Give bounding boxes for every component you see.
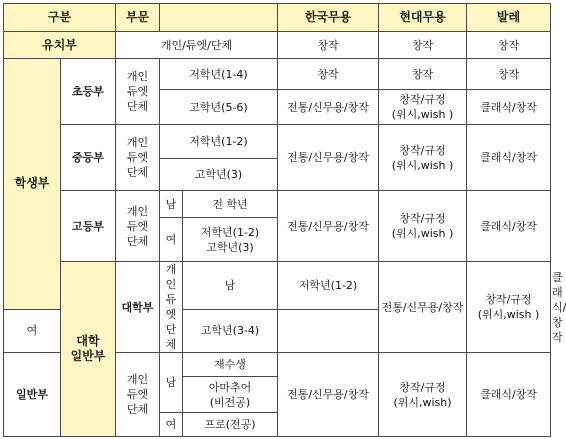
general-modern: 창작/규정 (위시,wish) — [379, 353, 467, 437]
level-general: 일반부 — [4, 353, 61, 437]
middle-upper-grade: 고학년(3) — [160, 159, 278, 191]
header-category: 구분 — [4, 4, 116, 32]
university-modern: 창작/규정 (위시,wish ) — [467, 262, 551, 353]
level-middle: 중등부 — [61, 125, 116, 191]
high-female-label: 여 — [160, 218, 183, 262]
high-female-grade: 저학년(1-2) 고학년(3) — [183, 218, 278, 262]
general-division: 개인 듀엣 단체 — [116, 353, 160, 437]
general-korean: 전통/신무용/창작 — [278, 353, 379, 437]
elementary-upper-grade: 고학년(5-6) — [160, 90, 278, 125]
elementary-upper-korean: 전통/신무용/창작 — [278, 90, 379, 125]
general-amateur: 아마추어 (비전공) — [183, 377, 278, 413]
elementary-upper-modern: 창작/규정 (위시,wish ) — [379, 90, 467, 125]
kindergarten-division: 개인/듀엣/단체 — [116, 32, 278, 59]
general-repeat-applicant: 재수생 — [183, 353, 278, 377]
level-university: 대학부 — [116, 262, 160, 353]
university-korean: 전통/신무용/창작 — [379, 262, 467, 353]
group-student: 학생부 — [4, 59, 61, 310]
elementary-division: 개인 듀엣 단체 — [116, 59, 160, 125]
header-ballet: 발레 — [467, 4, 551, 32]
university-male-label: 남 — [183, 262, 278, 310]
university-upper-grade: 고학년(3-4) — [183, 309, 278, 352]
header-korean-dance: 한국무용 — [278, 4, 379, 32]
high-male-label: 남 — [160, 191, 183, 218]
middle-division: 개인 듀엣 단체 — [116, 125, 160, 191]
general-female-label: 여 — [160, 413, 183, 437]
level-high: 고등부 — [61, 191, 116, 262]
middle-ballet: 클래식/창작 — [467, 125, 551, 191]
elementary-lower-modern: 창작 — [379, 59, 467, 90]
kindergarten-ballet: 창작 — [467, 32, 551, 59]
high-division: 개인 듀엣 단체 — [116, 191, 160, 262]
competition-category-table: 구분 부문 한국무용 현대무용 발레 유치부 개인/듀엣/단체 창작 창작 창작 학생부 초등부 개인 듀엣 단체 저학년(1-4) 창작 창작 창작 고학년(5-6) 전통/신무용/창작 창작/규정 (위시,wish ) 클래식/창작 중등부 개인 듀엣 단체 저학년(1-2) 전통/신무용/창작 창작/규정 (위시,wish ) 클래식/창작 고학년(3) 고등부 개인 듀엣 단체 남 전 학년 전통/신무용/창작 창작/규정 (위시,wish ) 클래식/창작 여 저학년(1-2) 고학년(3) 대학 일반부 대학부 개인 듀엣 단체 남 저학년(1-2) 전통/신무용/창작 창작/규정 (위시,wish ) 클래식/창작 여 고학년(3-4) 일반부 개인 듀엣 단체 남 재수생 전통/신무용/창작 창작/규정 (위시,wish) 클래식/창작 아마추어 (비전공) 여 프로(전공) — [3, 3, 551, 437]
university-lower-grade: 저학년(1-2) — [278, 262, 379, 310]
middle-lower-grade: 저학년(1-2) — [160, 125, 278, 159]
kindergarten-korean: 창작 — [278, 32, 379, 59]
header-blank — [160, 4, 278, 32]
general-ballet: 클래식/창작 — [467, 353, 551, 437]
elementary-lower-ballet: 창작 — [467, 59, 551, 90]
middle-modern: 창작/규정 (위시,wish ) — [379, 125, 467, 191]
elementary-upper-ballet: 클래식/창작 — [467, 90, 551, 125]
header-modern-dance: 현대무용 — [379, 4, 467, 32]
high-modern: 창작/규정 (위시,wish ) — [379, 191, 467, 262]
high-male-grade: 전 학년 — [183, 191, 278, 218]
kindergarten-modern: 창작 — [379, 32, 467, 59]
level-elementary: 초등부 — [61, 59, 116, 125]
elementary-lower-grade: 저학년(1-4) — [160, 59, 278, 90]
general-male-label: 남 — [160, 353, 183, 413]
general-pro: 프로(전공) — [183, 413, 278, 437]
elementary-lower-korean: 창작 — [278, 59, 379, 90]
header-division: 부문 — [116, 4, 160, 32]
group-kindergarten: 유치부 — [4, 32, 116, 59]
university-division: 개인 듀엣 단체 — [160, 262, 183, 353]
high-korean: 전통/신무용/창작 — [278, 191, 379, 262]
group-university-general: 대학 일반부 — [61, 262, 116, 437]
high-ballet: 클래식/창작 — [467, 191, 551, 262]
middle-korean: 전통/신무용/창작 — [278, 125, 379, 191]
university-female-label: 여 — [4, 309, 61, 352]
